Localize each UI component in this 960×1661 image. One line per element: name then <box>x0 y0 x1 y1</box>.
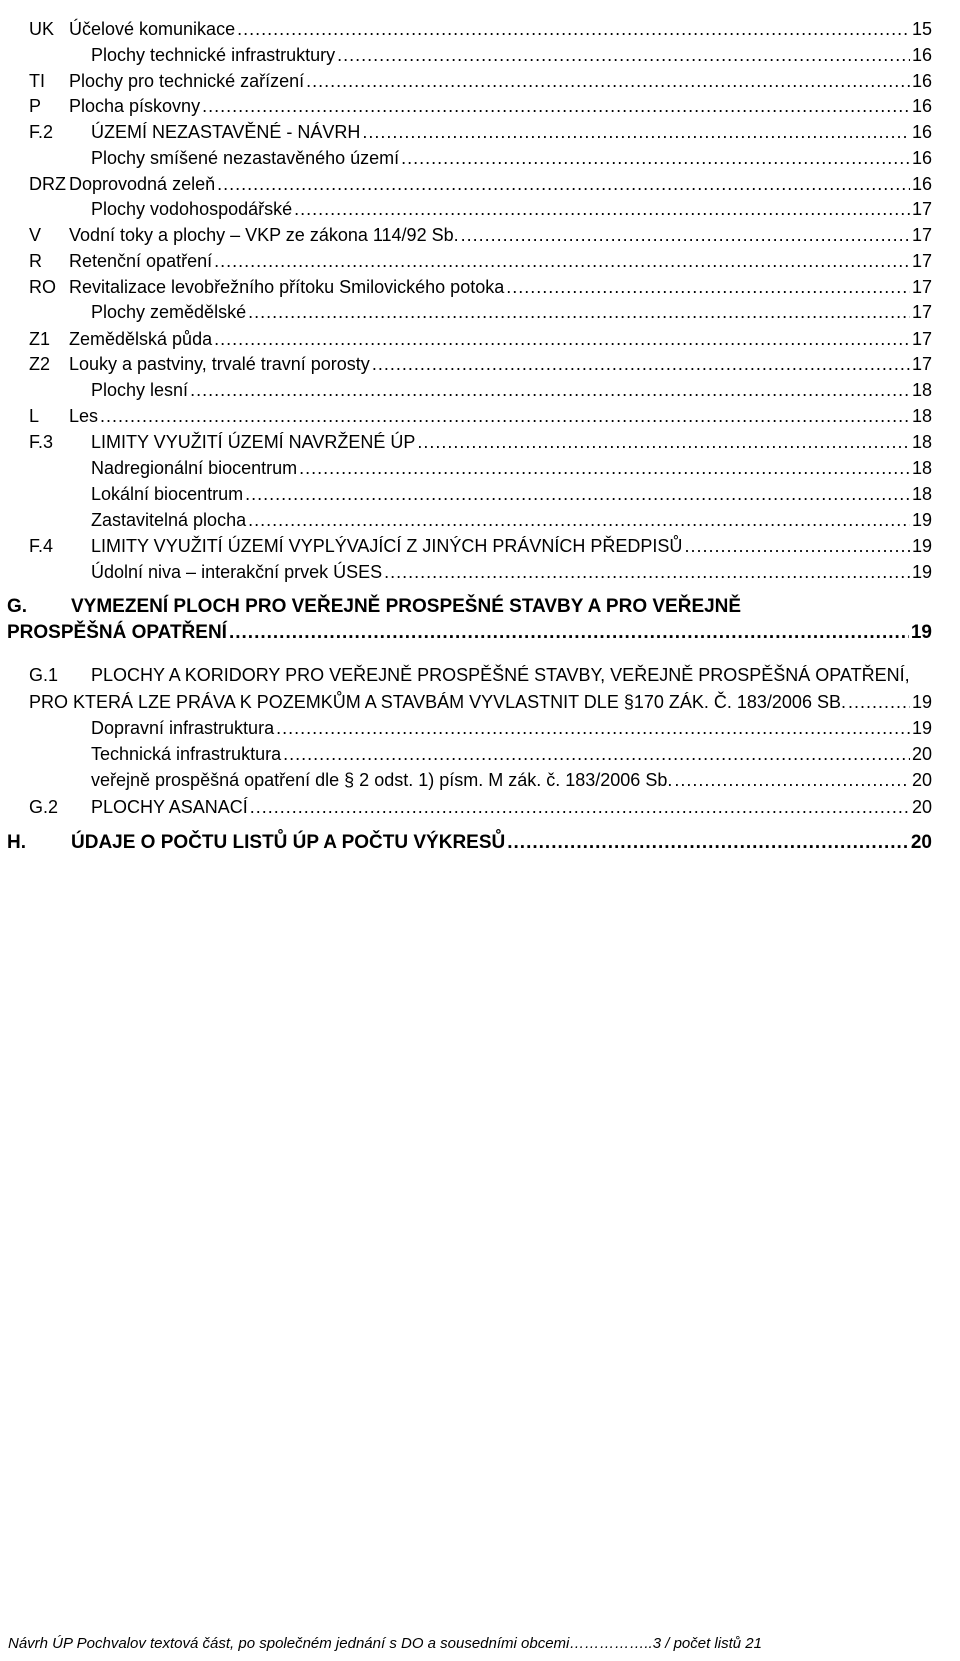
toc-entry-title: Plochy zemědělské <box>91 302 247 322</box>
toc-entry-title: Plochy technické infrastruktury <box>91 45 336 65</box>
toc-entry[interactable] <box>29 326 932 352</box>
toc-entry-number: V <box>29 225 42 245</box>
toc-entry-number: P <box>29 96 42 116</box>
toc-page-number: 17 <box>911 251 932 271</box>
toc-entry-title: Nadregionální biocentrum <box>91 458 298 478</box>
toc-entry-number: RO <box>29 277 56 297</box>
toc-leader-dots <box>229 620 909 646</box>
toc-leader-dots <box>372 351 910 377</box>
toc-entry[interactable] <box>91 481 932 507</box>
toc-leader-dots <box>250 794 910 820</box>
toc-entry-title: Revitalizace levobřežního přítoku Smilovického potoka <box>69 277 505 297</box>
toc-entry-title: Plochy pro technické zařízení <box>69 71 305 91</box>
toc-entry-title: PROSPĚŠNÁ OPATŘENÍ <box>7 622 227 643</box>
toc-page-number: 19 <box>911 510 932 530</box>
toc-entry-number: F.3 <box>29 432 54 452</box>
toc-page-number: 18 <box>911 406 932 426</box>
toc-leader-dots <box>306 68 910 94</box>
toc-entry[interactable] <box>91 559 932 585</box>
toc-entry-title: Dopravní infrastruktura <box>91 718 275 738</box>
toc-entry[interactable] <box>91 377 932 403</box>
toc-entry[interactable] <box>29 274 932 300</box>
toc-entry-title: VYMEZENÍ PLOCH PRO VEŘEJNĚ PROSPEŠNÉ STAVBY A PRO VEŘEJNĚ <box>71 596 742 617</box>
toc-leader-dots <box>507 830 909 856</box>
toc-page-number: 18 <box>911 484 932 504</box>
toc-entry-number: G.2 <box>29 797 59 817</box>
toc-entry[interactable] <box>29 351 932 377</box>
toc-entry-title: LIMITY VYUŽITÍ ÚZEMÍ NAVRŽENÉ ÚP <box>91 432 416 452</box>
toc-entry[interactable] <box>29 429 932 455</box>
toc-leader-dots <box>362 119 910 145</box>
toc-page-number: 16 <box>911 174 932 194</box>
toc-entry-title: Údolní niva – interakční prvek ÚSES <box>91 562 383 582</box>
toc-leader-dots <box>294 196 910 222</box>
toc-page-number: 15 <box>911 19 932 39</box>
toc-entry[interactable] <box>91 507 932 533</box>
toc-entry[interactable] <box>29 662 932 688</box>
toc-entry-title: PLOCHY ASANACÍ <box>91 797 248 817</box>
toc-entry-title: Zastavitelná plocha <box>91 510 247 530</box>
toc-entry[interactable] <box>91 715 932 741</box>
toc-entry[interactable] <box>7 594 932 620</box>
toc-entry-title: Louky a pastviny, trvalé travní porosty <box>69 354 370 374</box>
toc-entry[interactable] <box>29 93 932 119</box>
toc-page-number: 19 <box>911 692 932 712</box>
toc-entry[interactable] <box>29 689 932 715</box>
toc-page-number: 17 <box>911 199 932 219</box>
toc-leader-dots <box>674 767 910 793</box>
toc-page-number: 18 <box>911 458 932 478</box>
toc-page-number: 17 <box>911 354 932 374</box>
toc-entry[interactable] <box>29 16 932 42</box>
toc-entry-title: Zemědělská půda <box>69 329 213 349</box>
page-footer: Návrh ÚP Pochvalov textová část, po společném jednání s DO a sousedními obcemi……………..3 / počet listů 21 <box>8 1635 762 1652</box>
toc-page-number: 20 <box>910 832 932 853</box>
toc-entry-number: L <box>29 406 40 426</box>
toc-entry-number: Z2 <box>29 354 51 374</box>
toc-page-number: 19 <box>911 536 932 556</box>
toc-leader-dots <box>202 93 910 119</box>
toc-leader-dots <box>248 299 910 325</box>
toc-page-number: 16 <box>911 96 932 116</box>
toc-page-number: 16 <box>911 45 932 65</box>
toc-entry[interactable] <box>29 68 932 94</box>
toc-leader-dots <box>506 274 910 300</box>
toc-entry[interactable] <box>91 145 932 171</box>
toc-leader-dots <box>276 715 910 741</box>
toc-leader-dots <box>684 533 910 559</box>
toc-page-number: 17 <box>911 302 932 322</box>
toc-entry[interactable] <box>29 533 932 559</box>
toc-entry[interactable] <box>91 741 932 767</box>
toc-entry-title: PRO KTERÁ LZE PRÁVA K POZEMKŮM A STAVBÁM VYVLASTNIT DLE §170 ZÁK. Č. 183/2006 SB. <box>29 692 846 712</box>
toc-entry-number: UK <box>29 19 55 39</box>
toc-entry[interactable] <box>91 767 932 793</box>
toc-entry-number: DRZ <box>29 174 66 194</box>
toc-leader-dots <box>401 145 910 171</box>
toc-entry-title: veřejně prospěšná opatření dle § 2 odst. 1) písm. M zák. č. 183/2006 Sb. <box>91 770 673 790</box>
toc-entry-title: ÚDAJE O POČTU LISTŮ ÚP A POČTU VÝKRESŮ <box>71 832 506 853</box>
toc-page-number: 16 <box>911 148 932 168</box>
toc-entry[interactable] <box>7 830 932 856</box>
toc-page-number: 18 <box>911 432 932 452</box>
toc-entry-number: TI <box>29 71 45 91</box>
toc-entry-title: Lokální biocentrum <box>91 484 244 504</box>
toc-leader-dots <box>299 455 910 481</box>
toc-entry-title: Technická infrastruktura <box>91 744 282 764</box>
toc-page-number: 20 <box>911 744 932 764</box>
toc-entry-title: Plochy smíšené nezastavěného území <box>91 148 400 168</box>
toc-entry-number: H. <box>7 832 26 853</box>
toc-entry[interactable] <box>91 299 932 325</box>
toc-entry-title: Doprovodná zeleň <box>69 174 216 194</box>
toc-entry[interactable] <box>29 119 932 145</box>
toc-page-number: 20 <box>911 770 932 790</box>
toc-page-number: 17 <box>911 277 932 297</box>
toc-page-number: 17 <box>911 329 932 349</box>
toc-entry[interactable] <box>7 620 932 646</box>
toc-entry[interactable] <box>91 455 932 481</box>
toc-entry-title: Plochy vodohospodářské <box>91 199 293 219</box>
toc-entry-title: PLOCHY A KORIDORY PRO VEŘEJNĚ PROSPĚŠNÉ STAVBY, VEŘEJNĚ PROSPĚŠNÁ OPATŘENÍ, <box>91 665 910 685</box>
toc-leader-dots <box>237 16 910 42</box>
toc-entry-number: Z1 <box>29 329 51 349</box>
toc-entry-title: Retenční opatření <box>69 251 213 271</box>
toc-leader-dots <box>245 481 910 507</box>
toc-page-number: 16 <box>911 71 932 91</box>
toc-entry-number: F.4 <box>29 536 54 556</box>
toc-entry-title: Vodní toky a plochy – VKP ze zákona 114/92 Sb. <box>69 225 459 245</box>
toc-entry[interactable] <box>29 403 932 429</box>
toc-leader-dots <box>337 42 910 68</box>
toc-leader-dots <box>217 171 910 197</box>
toc-entry-number: G.1 <box>29 665 59 685</box>
toc-entry-title: Plocha pískovny <box>69 96 201 116</box>
toc-entry-number: R <box>29 251 42 271</box>
toc-entry-number: G. <box>7 596 28 617</box>
toc-page-number: 20 <box>911 797 932 817</box>
toc-leader-dots <box>848 689 910 715</box>
toc-leader-dots <box>417 429 910 455</box>
toc-leader-dots <box>214 248 910 274</box>
toc-entry-title: LIMITY VYUŽITÍ ÚZEMÍ VYPLÝVAJÍCÍ Z JINÝCH PRÁVNÍCH PŘEDPISŮ <box>91 536 683 556</box>
toc-leader-dots <box>384 559 910 585</box>
toc-entry-number: F.2 <box>29 122 54 142</box>
toc-entry[interactable] <box>29 248 932 274</box>
toc-entry-title: Plochy lesní <box>91 380 189 400</box>
toc-leader-dots <box>100 403 910 429</box>
toc-leader-dots <box>461 222 910 248</box>
toc-entry[interactable] <box>29 171 932 197</box>
toc-page-number: 19 <box>910 622 932 643</box>
toc-leader-dots <box>190 377 910 403</box>
toc-entry[interactable] <box>29 222 932 248</box>
toc-leader-dots <box>248 507 910 533</box>
toc-page-number: 16 <box>911 122 932 142</box>
toc-page-number: 19 <box>911 562 932 582</box>
toc-entry-title: Účelové komunikace <box>69 19 236 39</box>
toc-entry[interactable] <box>91 42 932 68</box>
toc-page-number: 18 <box>911 380 932 400</box>
toc-entry-title: Les <box>69 406 99 426</box>
toc-entry-title: ÚZEMÍ NEZASTAVĚNÉ - NÁVRH <box>91 122 361 142</box>
toc-leader-dots <box>214 326 910 352</box>
toc-entry[interactable] <box>91 196 932 222</box>
toc-entry[interactable] <box>29 794 932 820</box>
toc-leader-dots <box>283 741 910 767</box>
toc-page-number: 19 <box>911 718 932 738</box>
toc-page-number: 17 <box>911 225 932 245</box>
